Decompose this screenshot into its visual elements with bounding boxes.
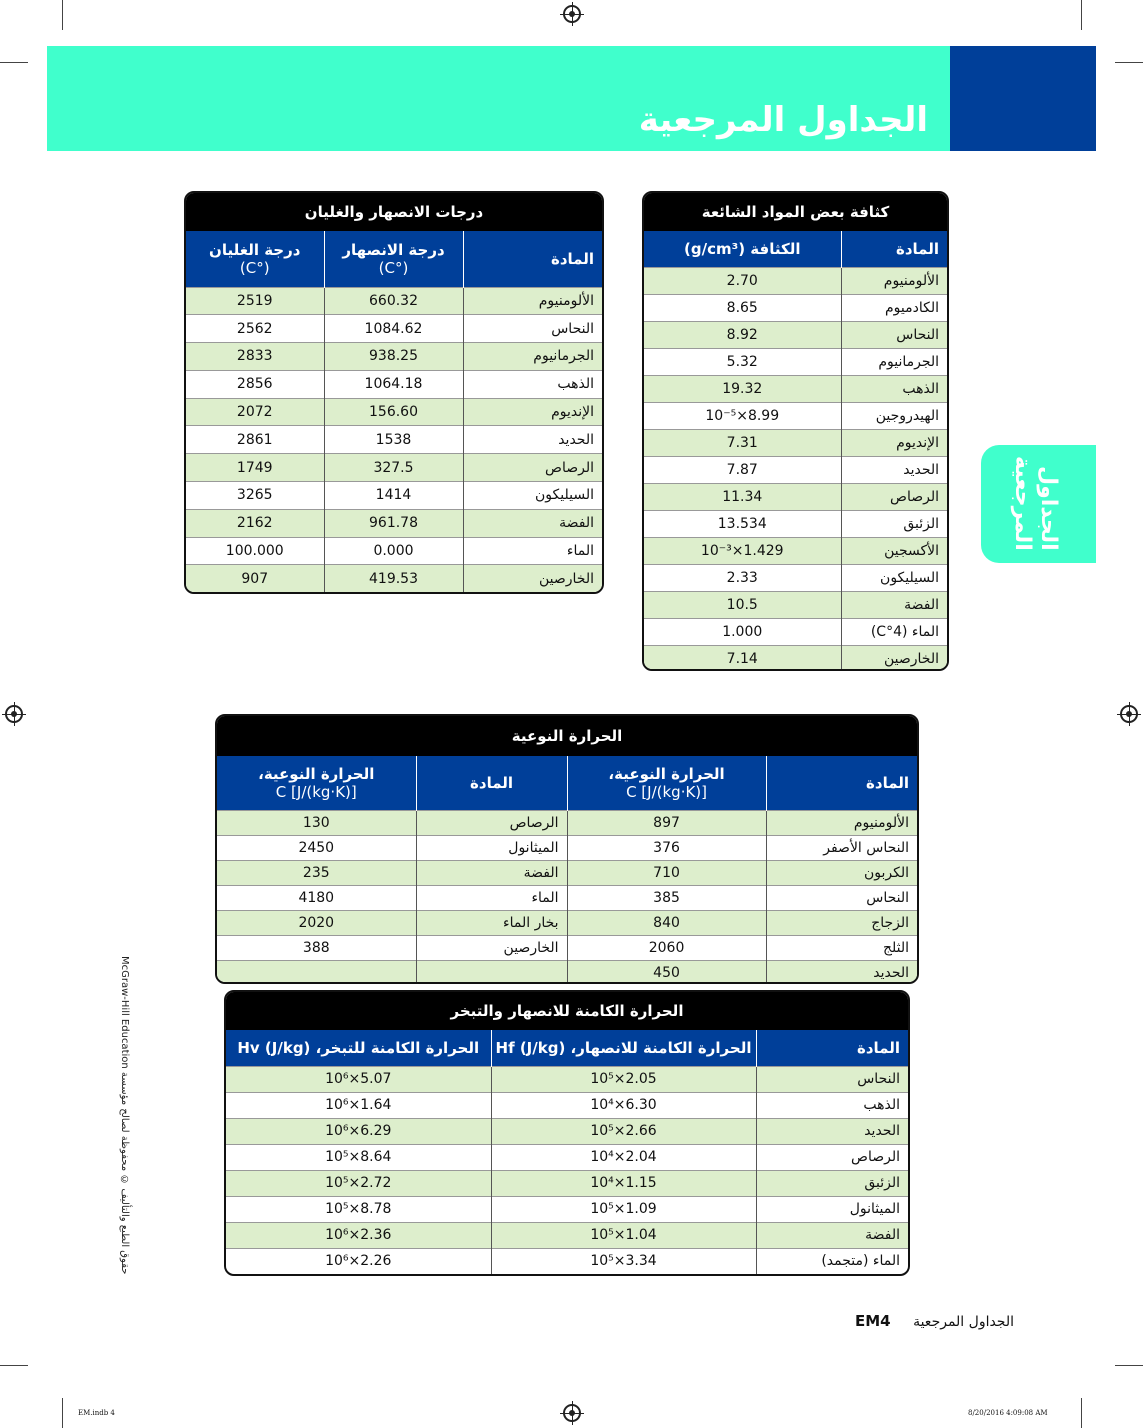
fusion-heat: 1.04×10⁵ bbox=[491, 1222, 756, 1248]
density-material: الهيدروجين bbox=[841, 402, 947, 429]
table-row bbox=[644, 618, 947, 645]
heat-col-value-2-unit: C [J/(kg·K)] bbox=[275, 782, 357, 801]
melting-col-boiling-label: درجة الغليان bbox=[209, 240, 301, 259]
latent-col-material: المادة bbox=[756, 1030, 908, 1066]
heat-col-value-1-unit: C [J/(kg·K)] bbox=[626, 782, 708, 801]
melting-point: 961.78 bbox=[324, 509, 463, 537]
density-col-density: الكثافة (g/cm³) bbox=[644, 231, 841, 267]
table-row bbox=[644, 483, 947, 510]
density-value: 7.14 bbox=[644, 645, 841, 671]
table-row bbox=[217, 835, 917, 860]
heat-material: الحديد bbox=[766, 960, 917, 984]
specific-heat-title: الحرارة النوعية bbox=[217, 716, 917, 756]
density-material: الرصاص bbox=[841, 483, 947, 510]
table-row bbox=[226, 1092, 908, 1118]
melting-col-boiling-unit: (°C) bbox=[239, 258, 270, 277]
heat-value: 4180 bbox=[217, 885, 416, 910]
copyright-text: حقوق الطبع والتأليف © محفوظة لصالح مؤسسة McGraw-Hill Education bbox=[119, 955, 130, 1274]
density-table-title: كثافة بعض المواد الشائعة bbox=[644, 193, 947, 231]
heat-value: 897 bbox=[567, 810, 766, 835]
density-value: 1.429×10⁻³ bbox=[644, 537, 841, 564]
boiling-point: 2519 bbox=[186, 287, 324, 315]
table-row bbox=[644, 321, 947, 348]
vapor-heat: 6.29×10⁶ bbox=[226, 1118, 491, 1144]
melting-point: 1084.62 bbox=[324, 315, 463, 343]
table-row bbox=[644, 429, 947, 456]
heat-col-material-1: المادة bbox=[766, 756, 917, 810]
latent-material: الذهب bbox=[756, 1092, 908, 1118]
table-row bbox=[186, 482, 602, 510]
specific-heat-table bbox=[215, 714, 919, 984]
heat-material: النحاس bbox=[766, 885, 917, 910]
vapor-heat: 5.07×10⁶ bbox=[226, 1066, 491, 1092]
heat-material: الرصاص bbox=[416, 810, 567, 835]
melting-point: 419.53 bbox=[324, 565, 463, 593]
fusion-heat: 3.34×10⁵ bbox=[491, 1248, 756, 1274]
density-value: 1.000 bbox=[644, 618, 841, 645]
density-table bbox=[642, 191, 949, 671]
melting-material: الجرمانيوم bbox=[463, 343, 602, 371]
latent-heat-table bbox=[224, 990, 910, 1276]
heat-material: الماء bbox=[416, 885, 567, 910]
table-row bbox=[644, 348, 947, 375]
heat-value: 130 bbox=[217, 810, 416, 835]
heat-material bbox=[416, 960, 567, 984]
boiling-point: 2833 bbox=[186, 343, 324, 371]
density-value: 19.32 bbox=[644, 375, 841, 402]
boiling-point: 2562 bbox=[186, 315, 324, 343]
fusion-heat: 2.04×10⁴ bbox=[491, 1144, 756, 1170]
melting-col-melting-label: درجة الانصهار bbox=[342, 240, 445, 259]
heat-material: الكربون bbox=[766, 860, 917, 885]
density-material: الذهب bbox=[841, 375, 947, 402]
melting-material: السيليكون bbox=[463, 482, 602, 510]
table-row bbox=[217, 885, 917, 910]
heat-material: الثلج bbox=[766, 935, 917, 960]
density-material: النحاس bbox=[841, 321, 947, 348]
heat-material: النحاس الأصفر bbox=[766, 835, 917, 860]
heat-value: 840 bbox=[567, 910, 766, 935]
melting-col-material: المادة bbox=[463, 231, 602, 287]
melting-material: الإنديوم bbox=[463, 398, 602, 426]
table-row bbox=[217, 860, 917, 885]
density-value: 2.70 bbox=[644, 267, 841, 294]
heat-material: الزجاج bbox=[766, 910, 917, 935]
page-number: EM4 bbox=[855, 1312, 891, 1330]
melting-point: 1064.18 bbox=[324, 370, 463, 398]
latent-material: الحديد bbox=[756, 1118, 908, 1144]
melting-material: الخارصين bbox=[463, 565, 602, 593]
heat-col-value-1-label: الحرارة النوعية، bbox=[608, 764, 725, 783]
heat-value: 710 bbox=[567, 860, 766, 885]
table-row bbox=[644, 267, 947, 294]
section-tab-label: الجداول المرجعية bbox=[1010, 456, 1061, 551]
heat-value: 388 bbox=[217, 935, 416, 960]
density-material: الخارصين bbox=[841, 645, 947, 671]
heat-value: 2020 bbox=[217, 910, 416, 935]
latent-col-vapor: الحرارة الكامنة للتبخر، Hv (J/kg) bbox=[226, 1030, 491, 1066]
density-material: الألومنيوم bbox=[841, 267, 947, 294]
boiling-point: 2856 bbox=[186, 370, 324, 398]
table-row bbox=[644, 375, 947, 402]
latent-material: النحاس bbox=[756, 1066, 908, 1092]
table-row bbox=[226, 1196, 908, 1222]
heat-material: بخار الماء bbox=[416, 910, 567, 935]
table-row bbox=[226, 1144, 908, 1170]
table-row bbox=[186, 537, 602, 565]
table-row bbox=[226, 1222, 908, 1248]
table-row bbox=[186, 454, 602, 482]
heat-material: الألومنيوم bbox=[766, 810, 917, 835]
density-value: 11.34 bbox=[644, 483, 841, 510]
vapor-heat: 2.72×10⁵ bbox=[226, 1170, 491, 1196]
melting-material: النحاس bbox=[463, 315, 602, 343]
density-value: 8.65 bbox=[644, 294, 841, 321]
vapor-heat: 8.64×10⁵ bbox=[226, 1144, 491, 1170]
fusion-heat: 6.30×10⁴ bbox=[491, 1092, 756, 1118]
density-value: 13.534 bbox=[644, 510, 841, 537]
vapor-heat: 2.36×10⁶ bbox=[226, 1222, 491, 1248]
vapor-heat: 8.78×10⁵ bbox=[226, 1196, 491, 1222]
date-slug: 8/20/2016 4:09:08 AM bbox=[968, 1409, 1048, 1417]
table-row bbox=[644, 564, 947, 591]
density-value: 5.32 bbox=[644, 348, 841, 375]
melting-boiling-table bbox=[184, 191, 604, 594]
heat-col-material-2: المادة bbox=[416, 756, 567, 810]
melting-point: 938.25 bbox=[324, 343, 463, 371]
boiling-point: 2072 bbox=[186, 398, 324, 426]
fusion-heat: 2.66×10⁵ bbox=[491, 1118, 756, 1144]
melting-point: 1538 bbox=[324, 426, 463, 454]
density-material: الجرمانيوم bbox=[841, 348, 947, 375]
latent-material: الرصاص bbox=[756, 1144, 908, 1170]
table-row bbox=[186, 565, 602, 593]
boiling-point: 1749 bbox=[186, 454, 324, 482]
heat-material: الميثانول bbox=[416, 835, 567, 860]
table-row bbox=[226, 1170, 908, 1196]
heat-value bbox=[217, 960, 416, 984]
density-material: الكادميوم bbox=[841, 294, 947, 321]
fusion-heat: 1.09×10⁵ bbox=[491, 1196, 756, 1222]
page-footer bbox=[855, 1312, 1014, 1330]
density-material: السيليكون bbox=[841, 564, 947, 591]
density-col-material: المادة bbox=[841, 231, 947, 267]
table-row bbox=[226, 1066, 908, 1092]
melting-material: الحديد bbox=[463, 426, 602, 454]
boiling-point: 100.000 bbox=[186, 537, 324, 565]
density-value: 8.99×10⁻⁵ bbox=[644, 402, 841, 429]
melting-point: 1414 bbox=[324, 482, 463, 510]
heat-value: 2450 bbox=[217, 835, 416, 860]
table-row bbox=[644, 294, 947, 321]
table-row bbox=[217, 960, 917, 984]
table-row bbox=[644, 591, 947, 618]
section-tab[interactable] bbox=[981, 445, 1096, 563]
heat-value: 450 bbox=[567, 960, 766, 984]
boiling-point: 907 bbox=[186, 565, 324, 593]
melting-table-title: درجات الانصهار والغليان bbox=[186, 193, 602, 231]
table-row bbox=[226, 1248, 908, 1274]
latent-material: الزئبق bbox=[756, 1170, 908, 1196]
vapor-heat: 1.64×10⁶ bbox=[226, 1092, 491, 1118]
fusion-heat: 2.05×10⁵ bbox=[491, 1066, 756, 1092]
density-value: 7.31 bbox=[644, 429, 841, 456]
header-accent-block bbox=[950, 46, 1096, 151]
table-row bbox=[186, 398, 602, 426]
density-material: الزئبق bbox=[841, 510, 947, 537]
melting-col-boiling bbox=[186, 231, 324, 287]
table-row bbox=[217, 910, 917, 935]
latent-material: الماء (متجمد) bbox=[756, 1248, 908, 1274]
density-material: الماء (4°C) bbox=[841, 618, 947, 645]
table-row bbox=[644, 645, 947, 671]
table-row bbox=[186, 370, 602, 398]
table-row bbox=[217, 810, 917, 835]
melting-material: الفضة bbox=[463, 509, 602, 537]
boiling-point: 2861 bbox=[186, 426, 324, 454]
heat-col-value-2 bbox=[217, 756, 416, 810]
melting-point: 0.000 bbox=[324, 537, 463, 565]
table-row bbox=[644, 537, 947, 564]
table-row bbox=[186, 426, 602, 454]
vapor-heat: 2.26×10⁶ bbox=[226, 1248, 491, 1274]
latent-heat-title: الحرارة الكامنة للانصهار والتبخر bbox=[226, 992, 908, 1030]
heat-value: 376 bbox=[567, 835, 766, 860]
boiling-point: 2162 bbox=[186, 509, 324, 537]
melting-point: 660.32 bbox=[324, 287, 463, 315]
latent-material: الفضة bbox=[756, 1222, 908, 1248]
density-material: الأكسجين bbox=[841, 537, 947, 564]
table-row bbox=[186, 287, 602, 315]
melting-col-melting bbox=[324, 231, 463, 287]
melting-material: الذهب bbox=[463, 370, 602, 398]
page-title: الجداول المرجعية bbox=[638, 100, 928, 140]
boiling-point: 3265 bbox=[186, 482, 324, 510]
fusion-heat: 1.15×10⁴ bbox=[491, 1170, 756, 1196]
heat-value: 2060 bbox=[567, 935, 766, 960]
latent-material: الميثانول bbox=[756, 1196, 908, 1222]
melting-point: 327.5 bbox=[324, 454, 463, 482]
melting-material: الألومنيوم bbox=[463, 287, 602, 315]
heat-col-value-1 bbox=[567, 756, 766, 810]
heat-value: 235 bbox=[217, 860, 416, 885]
heat-value: 385 bbox=[567, 885, 766, 910]
table-row bbox=[186, 343, 602, 371]
table-row bbox=[217, 935, 917, 960]
table-row bbox=[186, 509, 602, 537]
heat-col-value-2-label: الحرارة النوعية، bbox=[258, 764, 375, 783]
melting-col-melting-unit: (°C) bbox=[378, 258, 409, 277]
table-row bbox=[644, 510, 947, 537]
density-material: الفضة bbox=[841, 591, 947, 618]
melting-point: 156.60 bbox=[324, 398, 463, 426]
heat-material: الخارصين bbox=[416, 935, 567, 960]
file-slug: EM.indb 4 bbox=[78, 1409, 115, 1417]
melting-material: الماء bbox=[463, 537, 602, 565]
density-value: 8.92 bbox=[644, 321, 841, 348]
latent-col-fusion: الحرارة الكامنة للانصهار، Hf (J/kg) bbox=[491, 1030, 756, 1066]
density-value: 2.33 bbox=[644, 564, 841, 591]
footer-label: الجداول المرجعية bbox=[913, 1314, 1015, 1330]
density-material: الإنديوم bbox=[841, 429, 947, 456]
density-material: الحديد bbox=[841, 456, 947, 483]
table-row bbox=[226, 1118, 908, 1144]
density-value: 7.87 bbox=[644, 456, 841, 483]
heat-material: الفضة bbox=[416, 860, 567, 885]
table-row bbox=[644, 456, 947, 483]
table-row bbox=[644, 402, 947, 429]
melting-material: الرصاص bbox=[463, 454, 602, 482]
table-row bbox=[186, 315, 602, 343]
density-value: 10.5 bbox=[644, 591, 841, 618]
